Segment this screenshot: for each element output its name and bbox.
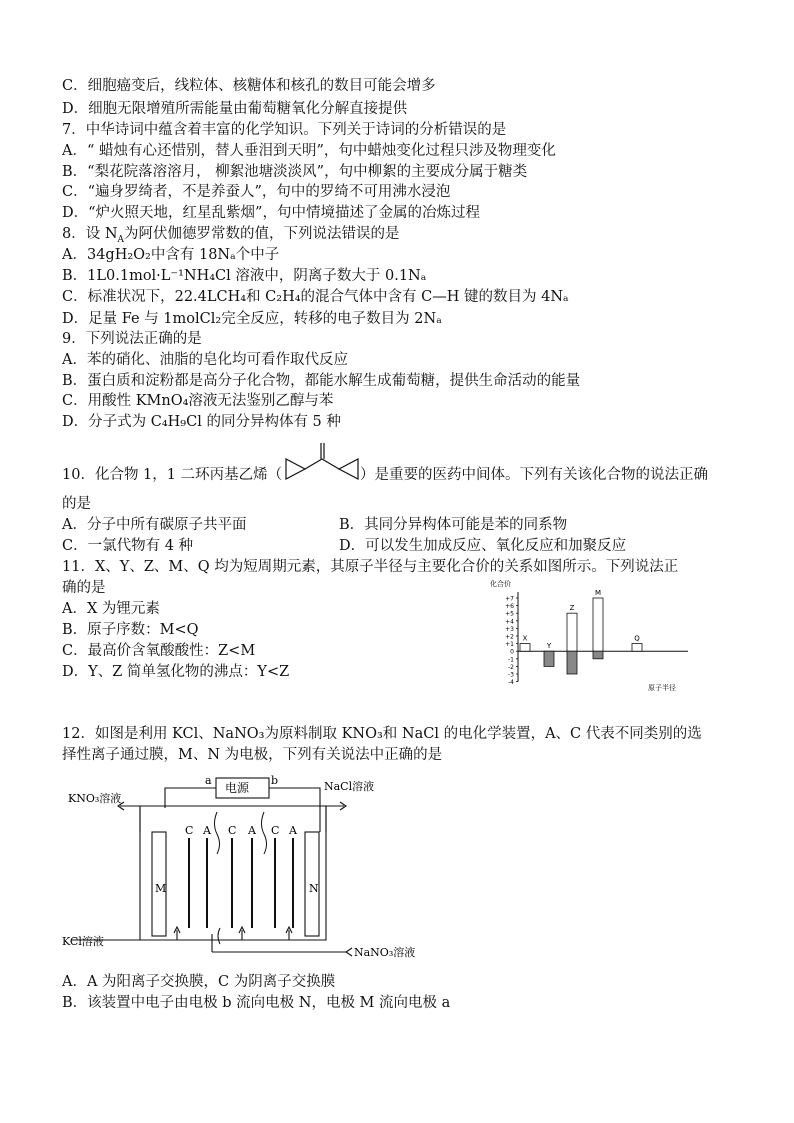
q10-prefix: 10．化合物 1，1 二环丙基乙烯（ — [62, 467, 283, 483]
line-cell-d: D．细胞无限增殖所需能量由葡萄糖氧化分解直接提供 — [62, 101, 408, 117]
q10-option-b: B．其同分异构体可能是苯的同系物 — [339, 517, 568, 533]
kno3-outflow-label: KNO₃溶液 — [68, 792, 122, 805]
q8-option-a: A．34gH₂O₂中含有 18Nₐ个中子 — [62, 247, 280, 263]
chart-bar-x-positive — [520, 644, 530, 652]
q7-option-d: D．“炉火照天地，红星乱紫烟”，句中情境描述了金属的冶炼过程 — [62, 205, 480, 221]
chart-y-tick-label: +4 — [505, 618, 514, 626]
q9-option-b: B．蛋白质和淀粉都是高分子化合物，都能水解生成葡萄糖，提供生命活动的能量 — [62, 373, 581, 389]
chart-bar-q-positive — [632, 644, 642, 652]
q12-continued: 择性离子通过膜，M、N 为电极，下列有关说法中正确的是 — [62, 747, 443, 763]
nacl-outflow-label: NaCl溶液 — [324, 780, 375, 793]
question-12: 12．如图是利用 KCl、NaNO₃为原料制取 KNO₃和 NaCl 的电化学装置，A、C 代表不同类别的选 — [62, 726, 702, 742]
chart-y-tick-label: -4 — [508, 679, 514, 687]
q11-option-d: D．Y、Z 简单氢化物的沸点：Y<Z — [62, 664, 290, 680]
q11-option-a: A．X 为锂元素 — [62, 601, 160, 617]
q7-option-c: C．“遍身罗绮者，不是养蚕人”，句中的罗绮不可用沸水浸泡 — [62, 184, 451, 200]
q11-option-b: B．原子序数：M<Q — [62, 622, 199, 638]
kcl-inflow-label: KCl溶液 — [62, 935, 104, 948]
wire-to-m — [165, 788, 216, 808]
q7-option-b: B．“梨花院落溶溶月， 柳絮池塘淡淡风”，句中柳絮的主要成分属于糖类 — [62, 164, 528, 180]
question-7: 7．中华诗词中蕴含着丰富的化学知识。下列关于诗词的分析错误的是 — [62, 122, 507, 138]
q10-continued: 的是 — [62, 496, 91, 512]
terminal-b-label: b — [271, 774, 279, 787]
chart-y-tick-label: -2 — [508, 663, 514, 671]
chart-y-tick-label: 0 — [510, 648, 514, 656]
dicyclopropylethylene-structure — [283, 439, 361, 481]
membrane-group — [185, 812, 298, 944]
chart-bar-y-negative — [544, 651, 554, 666]
chart-y-tick-label: -3 — [508, 671, 514, 679]
flow-line — [262, 812, 267, 854]
q8-option-d: D．足量 Fe 与 1molCl₂完全反应，转移的电子数目为 2Nₐ — [62, 311, 442, 327]
chart-y-tick-label: +6 — [505, 603, 514, 611]
chart-y-tick-label: +2 — [505, 633, 514, 641]
electrode-m-label: M — [155, 882, 167, 895]
membrane-label: A — [203, 824, 211, 837]
chart-xlabel: 原子半径 — [648, 684, 676, 692]
chart-category-label: Q — [634, 634, 640, 643]
chart-bar-z-positive — [567, 613, 577, 651]
chart-category-label: X — [522, 634, 528, 643]
q10-option-d: D．可以发生加成反应、氧化反应和加聚反应 — [339, 538, 627, 554]
q12-option-b: B．该装置中电子由电极 b 流向电极 N，电极 M 流向电极 a — [62, 995, 451, 1011]
valence-radius-chart — [488, 576, 713, 724]
question-8 — [62, 224, 400, 244]
q8-option-b: B．1L0.1mol·L⁻¹NH₄Cl 溶液中，阴离子数大于 0.1Nₐ — [62, 268, 427, 284]
line-cell-c: C．细胞癌变后，线粒体、核糖体和核孔的数目可能会增多 — [62, 78, 436, 94]
membrane-label: A — [289, 824, 297, 837]
q10-option-c: C．一氯代物有 4 种 — [62, 538, 194, 554]
q8-suffix: 为阿伏伽德罗常数的值，下列说法错误的是 — [124, 226, 400, 242]
q8-subscript: A — [117, 234, 125, 245]
flow-line — [215, 812, 220, 854]
q9-option-d: D．分子式为 C₄H₉Cl 的同分异构体有 5 种 — [62, 414, 341, 430]
membrane-label: A — [248, 824, 256, 837]
membrane-label: C — [228, 824, 237, 837]
chart-ylabel: 化合价 — [490, 580, 511, 588]
chart-bar-m-positive — [593, 598, 603, 651]
q9-option-a: A．苯的硝化、油脂的皂化均可看作取代反应 — [62, 352, 348, 368]
terminal-a-label: a — [205, 774, 212, 787]
q8-option-c: C．标准状况下，22.4LCH₄和 C₂H₄的混合气体中含有 C—H 键的数目为 4Nₐ — [62, 289, 569, 305]
q10-option-a: A．分子中所有碳原子共平面 — [62, 517, 247, 533]
question-9: 9．下列说法正确的是 — [62, 331, 202, 347]
flow-line — [218, 928, 220, 944]
chart-y-tick-label: -1 — [508, 656, 514, 664]
q9-option-c: C．用酸性 KMnO₄溶液无法鉴别乙醇与苯 — [62, 393, 334, 409]
chart-y-tick-label: +7 — [505, 595, 514, 603]
chart-y-tick-label: +1 — [505, 641, 514, 649]
power-label: 电源 — [225, 781, 250, 795]
chart-bar-z-negative — [567, 651, 577, 674]
chart-category-label: M — [594, 589, 602, 597]
q10-suffix: ）是重要的医药中间体。下列有关该化合物的说法正确 — [360, 467, 708, 483]
membrane-label: C — [185, 824, 194, 837]
chart-category-label: Y — [546, 642, 552, 651]
chart-y-tick-label: +5 — [505, 610, 514, 618]
q11-option-c: C．最高价含氧酸酸性：Z<M — [62, 643, 256, 659]
membrane-label: C — [271, 824, 280, 837]
chart-category-label: Z — [569, 604, 575, 613]
q12-option-a: A．A 为阳离子交换膜，C 为阴离子交换膜 — [62, 974, 336, 990]
electrochemical-apparatus — [62, 772, 416, 968]
chart-bars — [520, 589, 642, 674]
q7-option-a: A．“ 蜡烛有心还惜别，替人垂泪到天明”，句中蜡烛变化过程只涉及物理变化 — [62, 143, 556, 159]
nano3-inflow-label: NaNO₃溶液 — [354, 946, 416, 959]
chart-bar-m-negative — [593, 651, 603, 659]
q11-continued: 确的是 — [62, 580, 106, 596]
question-11: 11．X、Y、Z、M、Q 均为短周期元素，其原子半径与主要化合价的关系如图所示。下列说法正 — [62, 559, 679, 575]
electrode-n-label: N — [309, 882, 319, 895]
q8-prefix: 8．设 N — [62, 226, 118, 242]
chart-y-tick-label: +3 — [505, 625, 514, 633]
